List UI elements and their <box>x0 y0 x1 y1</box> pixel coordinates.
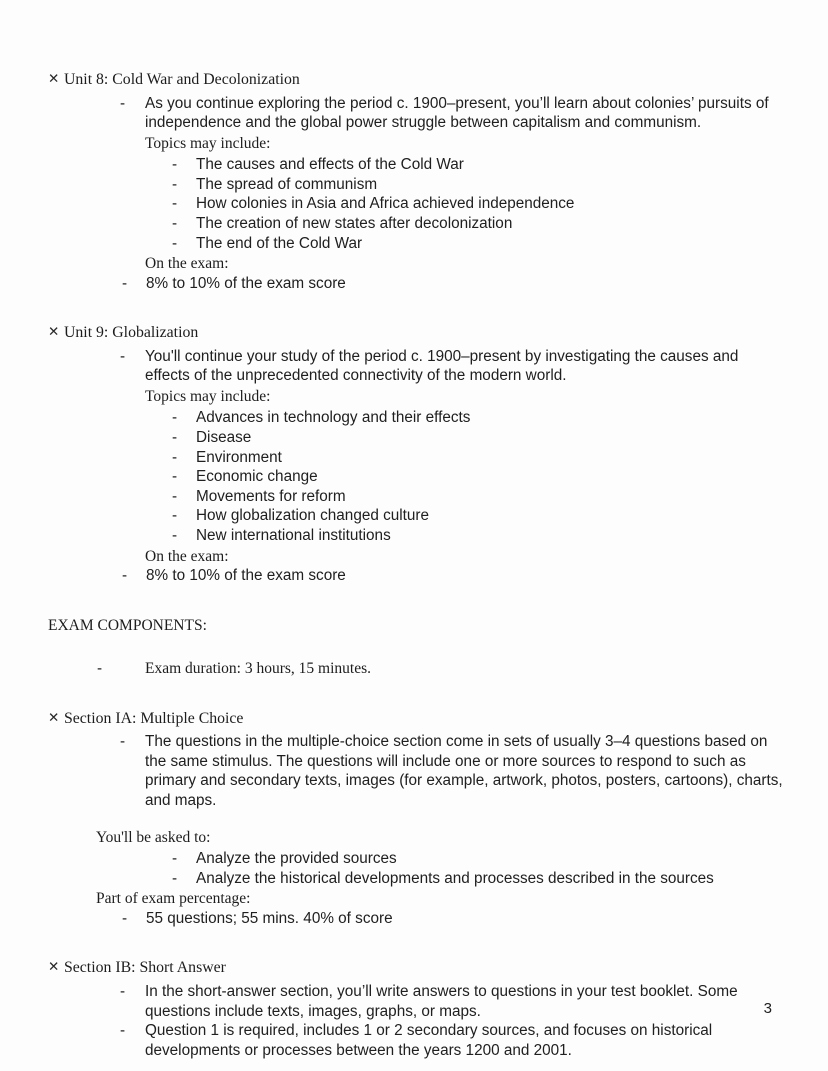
list-item-label: In the short-answer section, you’ll write answers to questions in your test booklet. Some questions include texts, images, graphs, or maps. <box>145 982 738 1020</box>
dash-marker: - <box>172 487 178 505</box>
list-item-label: Economic change <box>196 468 318 486</box>
section-ib-list <box>0 982 828 1060</box>
list-item <box>172 849 828 869</box>
exam-duration-bullet <box>97 659 828 679</box>
unit-8-intro-text: As you continue exploring the period c. 1900–present, you’ll learn about colonies’ pursuits of independence and the global power struggle between capitalism and communism. <box>145 94 769 132</box>
section-ia-percentage-label: Part of exam percentage: <box>96 890 251 908</box>
dash-marker: - <box>172 195 178 213</box>
list-item <box>172 408 828 428</box>
section-ia-asked-list <box>0 849 828 888</box>
list-item-label: Environment <box>196 448 282 466</box>
list-item-label: Analyze the historical developments and processes described in the sources <box>196 869 714 887</box>
dash-marker: - <box>122 567 128 585</box>
list-item <box>172 194 828 214</box>
list-item <box>172 526 828 546</box>
x-marker-icon: ✕ <box>48 709 60 726</box>
x-marker-icon: ✕ <box>48 959 60 976</box>
list-item-label: Advances in technology and their effects <box>196 409 471 427</box>
section-ia-description-bullet <box>120 732 828 810</box>
list-item-label: How colonies in Asia and Africa achieved independence <box>196 195 575 213</box>
section-ia <box>0 709 828 929</box>
list-item-label: Disease <box>196 429 252 447</box>
unit-8-exam-score: 8% to 10% of the exam score <box>146 274 346 292</box>
section-unit-9 <box>0 323 828 585</box>
unit-8-heading-row <box>48 70 828 90</box>
section-ib <box>0 958 828 1060</box>
unit-9-exam-score-bullet <box>122 566 828 586</box>
dash-marker: - <box>172 175 178 193</box>
dash-marker: - <box>172 448 178 466</box>
section-unit-8 <box>0 70 828 293</box>
unit-9-intro-bullet <box>120 347 828 386</box>
unit-8-heading: Unit 8: Cold War and Decolonization <box>64 71 300 88</box>
unit-8-exam-score-bullet <box>122 274 828 294</box>
section-exam-components <box>0 616 828 679</box>
dash-marker: - <box>172 507 178 525</box>
spacer <box>0 293 828 323</box>
unit-9-intro-text: You'll continue your study of the period c. 1900–present by investigating the causes and effects of the unprecedented connectivity of the modern world. <box>145 347 739 385</box>
list-item <box>172 214 828 234</box>
unit-8-intro-bullet <box>120 94 828 133</box>
unit-9-exam-score: 8% to 10% of the exam score <box>146 567 346 585</box>
list-item <box>172 155 828 175</box>
list-item <box>120 1021 828 1060</box>
dash-marker: - <box>172 214 178 232</box>
dash-marker: - <box>120 94 126 112</box>
page-number: 3 <box>763 1000 772 1017</box>
unit-9-heading: Unit 9: Globalization <box>64 324 199 342</box>
dash-marker: - <box>172 869 178 887</box>
dash-marker: - <box>97 660 103 678</box>
dash-marker: - <box>172 234 178 252</box>
unit-8-exam-label: On the exam: <box>145 255 229 273</box>
list-item <box>172 487 828 507</box>
list-item <box>172 448 828 468</box>
list-item <box>172 467 828 487</box>
list-item <box>172 428 828 448</box>
section-ia-heading: Section IA: Multiple Choice <box>64 709 244 727</box>
list-item-label: The creation of new states after decolonization <box>196 214 513 232</box>
x-marker-icon: ✕ <box>48 71 60 87</box>
spacer <box>0 928 828 958</box>
dash-marker: - <box>172 429 178 447</box>
dash-marker: - <box>172 850 178 868</box>
dash-marker: - <box>120 733 126 751</box>
spacer <box>0 586 828 616</box>
list-item-label: Analyze the provided sources <box>196 850 397 868</box>
list-item-label: The end of the Cold War <box>196 234 363 252</box>
unit-9-topics-list <box>0 408 828 545</box>
unit-9-topics-label: Topics may include: <box>145 387 271 405</box>
x-marker-icon: ✕ <box>48 324 60 341</box>
list-item-label: New international institutions <box>196 527 391 544</box>
unit-9-exam-label: On the exam: <box>145 547 229 565</box>
list-item <box>120 982 828 1021</box>
dash-marker: - <box>120 347 126 365</box>
list-item-label: The spread of communism <box>196 175 378 193</box>
section-ia-description: The questions in the multiple-choice section come in sets of usually 3–4 questions based on the same stimulus. The questions will include one or more sources to respond to such as primary and secondary texts, images (for example, artwork, photos, posters, cartoons), charts, and maps. <box>145 733 783 810</box>
list-item <box>172 506 828 526</box>
spacer <box>0 679 828 709</box>
list-item-label: How globalization changed culture <box>196 507 430 525</box>
section-ib-heading: Section IB: Short Answer <box>64 959 226 977</box>
unit-9-heading-row <box>48 323 828 343</box>
section-ia-asked-label: You'll be asked to: <box>96 828 211 846</box>
dash-marker: - <box>172 527 178 544</box>
section-ia-percentage-bullet <box>122 909 828 929</box>
dash-marker: - <box>172 156 178 174</box>
list-item <box>172 175 828 195</box>
list-item <box>172 869 828 889</box>
section-ia-heading-row <box>48 709 828 729</box>
dash-marker: - <box>120 982 126 1000</box>
dash-marker: - <box>120 1022 126 1040</box>
unit-8-topics-label: Topics may include: <box>145 134 271 152</box>
exam-duration-text: Exam duration: 3 hours, 15 minutes. <box>145 660 372 678</box>
list-item-label: The causes and effects of the Cold War <box>196 156 464 174</box>
dash-marker: - <box>172 468 178 486</box>
section-ib-heading-row <box>48 958 828 978</box>
dash-marker: - <box>172 409 178 427</box>
unit-8-topics-list <box>0 155 828 253</box>
exam-components-heading: EXAM COMPONENTS: <box>48 616 207 634</box>
dash-marker: - <box>122 274 128 292</box>
dash-marker: - <box>122 909 128 927</box>
section-ia-percentage-value: 55 questions; 55 mins. 40% of score <box>146 909 393 927</box>
list-item-label: Question 1 is required, includes 1 or 2 secondary sources, and focuses on historical developments or processes between the years 1200 and 2001. <box>145 1022 713 1059</box>
spacer <box>0 635 828 659</box>
list-item-label: Movements for reform <box>196 487 346 505</box>
list-item <box>172 234 828 254</box>
spacer <box>0 811 828 828</box>
